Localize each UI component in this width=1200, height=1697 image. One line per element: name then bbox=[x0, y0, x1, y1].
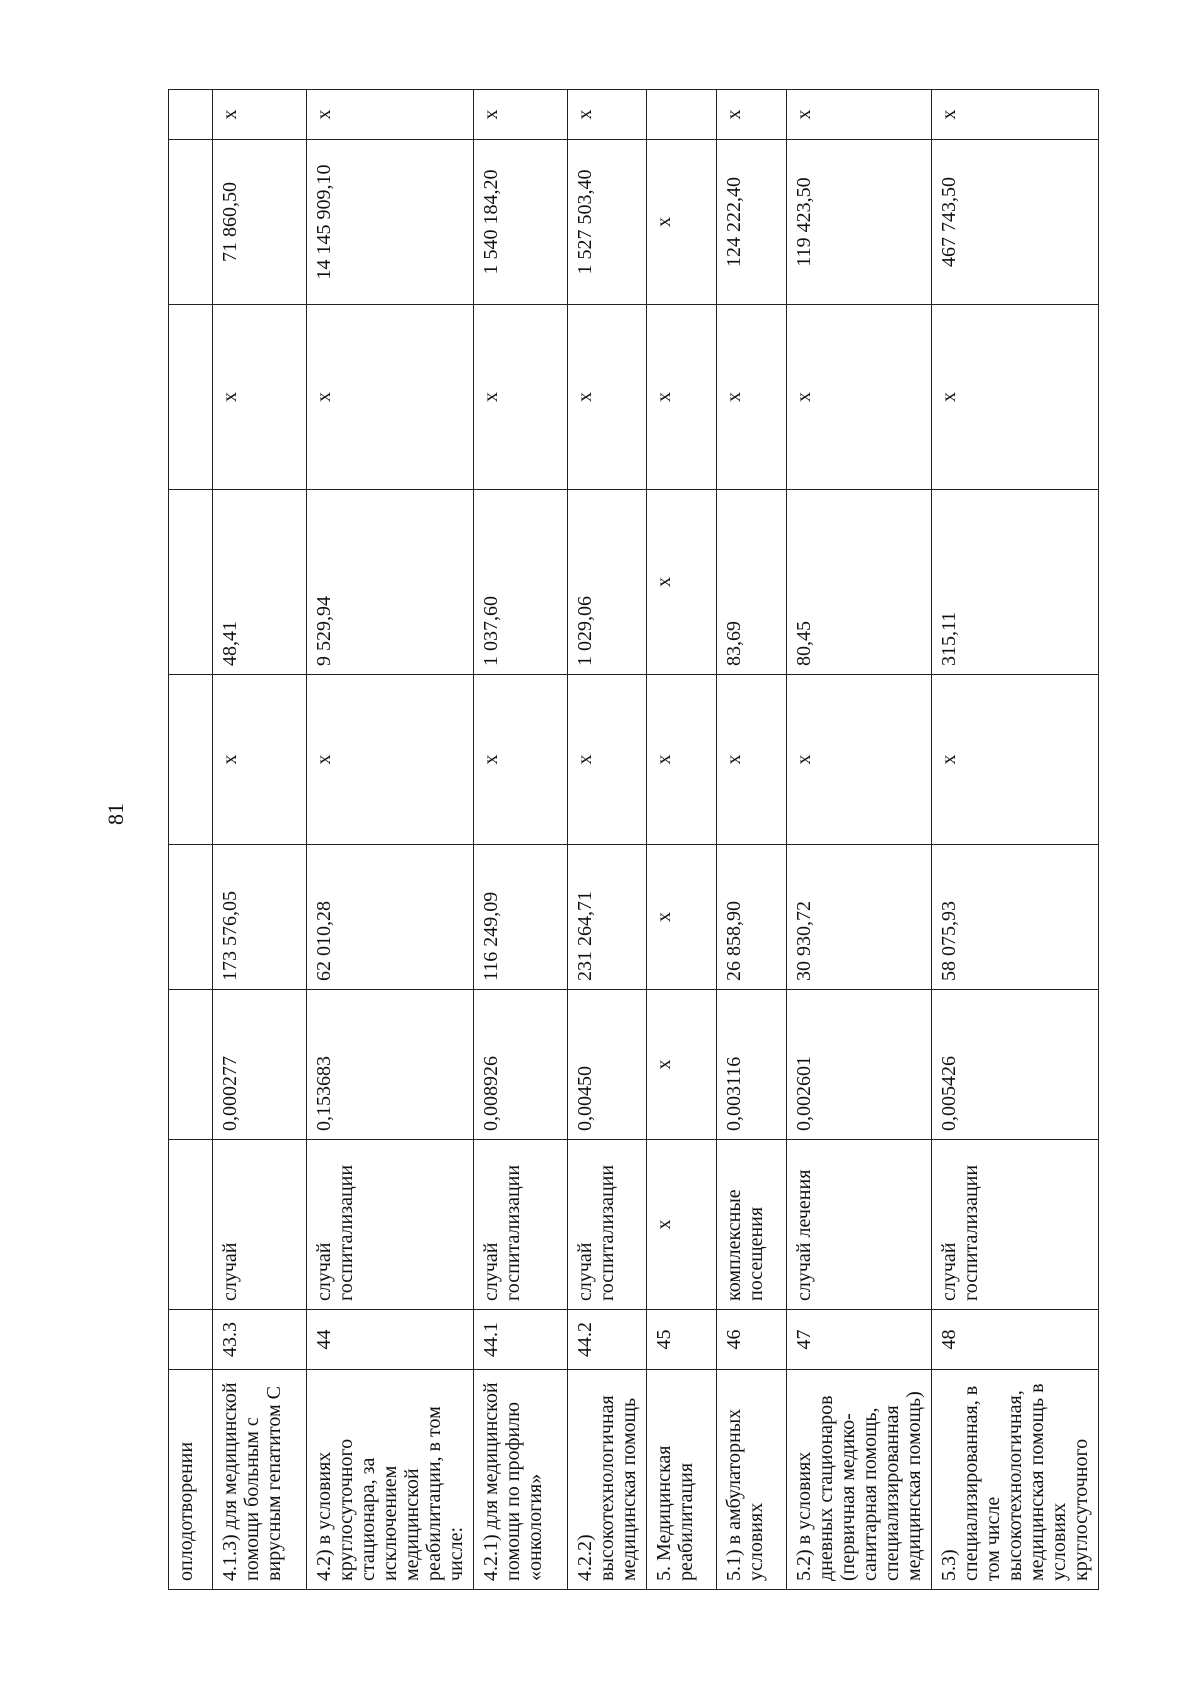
empty-cell bbox=[169, 1140, 213, 1310]
empty-cell bbox=[169, 490, 213, 675]
empty-cell bbox=[169, 990, 213, 1140]
value-cell: 119 423,50 bbox=[787, 140, 932, 305]
value-cell: х bbox=[717, 305, 787, 490]
row-name-cell: оплодотворении bbox=[169, 1370, 213, 1590]
row-number-cell: 44.2 bbox=[568, 1310, 647, 1370]
value-cell bbox=[647, 90, 717, 140]
value-cell: х bbox=[932, 675, 1099, 845]
value-cell: 0,008926 bbox=[474, 990, 568, 1140]
value-cell: 1 527 503,40 bbox=[568, 140, 647, 305]
unit-cell: комплексные посещения bbox=[717, 1140, 787, 1310]
unit-cell: случай госпитализации bbox=[932, 1140, 1099, 1310]
table-row bbox=[647, 90, 717, 1590]
table-container bbox=[168, 90, 1098, 1590]
table-row bbox=[307, 90, 474, 1590]
value-cell: х bbox=[568, 90, 647, 140]
value-cell: 58 075,93 bbox=[932, 845, 1099, 990]
value-cell: 0,002601 bbox=[787, 990, 932, 1140]
value-cell: х bbox=[787, 675, 932, 845]
unit-cell: случай госпитализации bbox=[474, 1140, 568, 1310]
value-cell: х bbox=[647, 140, 717, 305]
row-name-cell: 5.2) в условиях дневных стационаров (первичная медико-санитарная помощь, специализированная медицинская помощь) bbox=[787, 1370, 932, 1590]
value-cell: х bbox=[787, 305, 932, 490]
value-cell: х bbox=[568, 305, 647, 490]
value-cell: 0,00450 bbox=[568, 990, 647, 1140]
data-table bbox=[168, 89, 1099, 1590]
row-name-cell: 5. Медицинская реабилитация bbox=[647, 1370, 717, 1590]
value-cell: 1 037,60 bbox=[474, 490, 568, 675]
value-cell: 0,005426 bbox=[932, 990, 1099, 1140]
empty-cell bbox=[169, 305, 213, 490]
empty-cell bbox=[169, 845, 213, 990]
value-cell: х bbox=[717, 675, 787, 845]
value-cell: 1 029,06 bbox=[568, 490, 647, 675]
value-cell: 116 249,09 bbox=[474, 845, 568, 990]
value-cell: 80,45 bbox=[787, 490, 932, 675]
unit-cell: случай bbox=[213, 1140, 307, 1310]
row-number-cell: 45 bbox=[647, 1310, 717, 1370]
value-cell: х bbox=[568, 675, 647, 845]
value-cell: х bbox=[717, 90, 787, 140]
unit-cell: случай лечения bbox=[787, 1140, 932, 1310]
value-cell: х bbox=[213, 305, 307, 490]
row-number-cell: 46 bbox=[717, 1310, 787, 1370]
table-row bbox=[787, 90, 932, 1590]
row-number-cell: 48 bbox=[932, 1310, 1099, 1370]
value-cell: х bbox=[647, 675, 717, 845]
table-row bbox=[474, 90, 568, 1590]
table-row bbox=[169, 90, 213, 1590]
row-name-cell: 4.2) в условиях круглосуточного стационара, за исключением медицинской реабилитации, в том числе: bbox=[307, 1370, 474, 1590]
page-number: 81 bbox=[103, 803, 128, 825]
empty-cell bbox=[169, 1310, 213, 1370]
value-cell: х bbox=[213, 675, 307, 845]
value-cell: 231 264,71 bbox=[568, 845, 647, 990]
value-cell: 0,153683 bbox=[307, 990, 474, 1140]
row-number-cell: 44 bbox=[307, 1310, 474, 1370]
row-name-cell: 5.1) в амбулаторных условиях bbox=[717, 1370, 787, 1590]
unit-cell: х bbox=[647, 1140, 717, 1310]
empty-cell bbox=[169, 675, 213, 845]
value-cell: х bbox=[474, 305, 568, 490]
value-cell: 1 540 184,20 bbox=[474, 140, 568, 305]
value-cell: х bbox=[213, 90, 307, 140]
value-cell: 315,11 bbox=[932, 490, 1099, 675]
value-cell: х bbox=[307, 90, 474, 140]
table-row bbox=[932, 90, 1099, 1590]
value-cell: 30 930,72 bbox=[787, 845, 932, 990]
value-cell: х bbox=[307, 675, 474, 845]
value-cell: 9 529,94 bbox=[307, 490, 474, 675]
row-name-cell: 4.2.1) для медицинской помощи по профилю «онкология» bbox=[474, 1370, 568, 1590]
value-cell: 467 743,50 bbox=[932, 140, 1099, 305]
table-row bbox=[717, 90, 787, 1590]
row-number-cell: 43.3 bbox=[213, 1310, 307, 1370]
value-cell: 124 222,40 bbox=[717, 140, 787, 305]
value-cell: х bbox=[647, 990, 717, 1140]
value-cell: х bbox=[647, 845, 717, 990]
value-cell: х bbox=[647, 305, 717, 490]
table-row bbox=[568, 90, 647, 1590]
empty-cell bbox=[169, 90, 213, 140]
row-number-cell: 47 bbox=[787, 1310, 932, 1370]
value-cell: х bbox=[474, 90, 568, 140]
value-cell: 71 860,50 bbox=[213, 140, 307, 305]
value-cell: х bbox=[307, 305, 474, 490]
row-name-cell: 4.1.3) для медицинской помощи больным с вирусным гепатитом С bbox=[213, 1370, 307, 1590]
value-cell: х bbox=[787, 90, 932, 140]
value-cell: 0,000277 bbox=[213, 990, 307, 1140]
value-cell: х bbox=[932, 90, 1099, 140]
unit-cell: случай госпитализации bbox=[307, 1140, 474, 1310]
empty-cell bbox=[169, 140, 213, 305]
value-cell: х bbox=[647, 490, 717, 675]
row-name-cell: 5.3) специализированная, в том числе высокотехнологичная, медицинская помощь в условиях круглосуточного bbox=[932, 1370, 1099, 1590]
value-cell: 62 010,28 bbox=[307, 845, 474, 990]
table-row bbox=[213, 90, 307, 1590]
value-cell: 0,003116 bbox=[717, 990, 787, 1140]
value-cell: х bbox=[932, 305, 1099, 490]
value-cell: 48,41 bbox=[213, 490, 307, 675]
row-name-cell: 4.2.2) высокотехнологичная медицинская помощь bbox=[568, 1370, 647, 1590]
value-cell: 14 145 909,10 bbox=[307, 140, 474, 305]
unit-cell: случай госпитализации bbox=[568, 1140, 647, 1310]
value-cell: 83,69 bbox=[717, 490, 787, 675]
row-number-cell: 44.1 bbox=[474, 1310, 568, 1370]
value-cell: 173 576,05 bbox=[213, 845, 307, 990]
value-cell: 26 858,90 bbox=[717, 845, 787, 990]
value-cell: х bbox=[474, 675, 568, 845]
